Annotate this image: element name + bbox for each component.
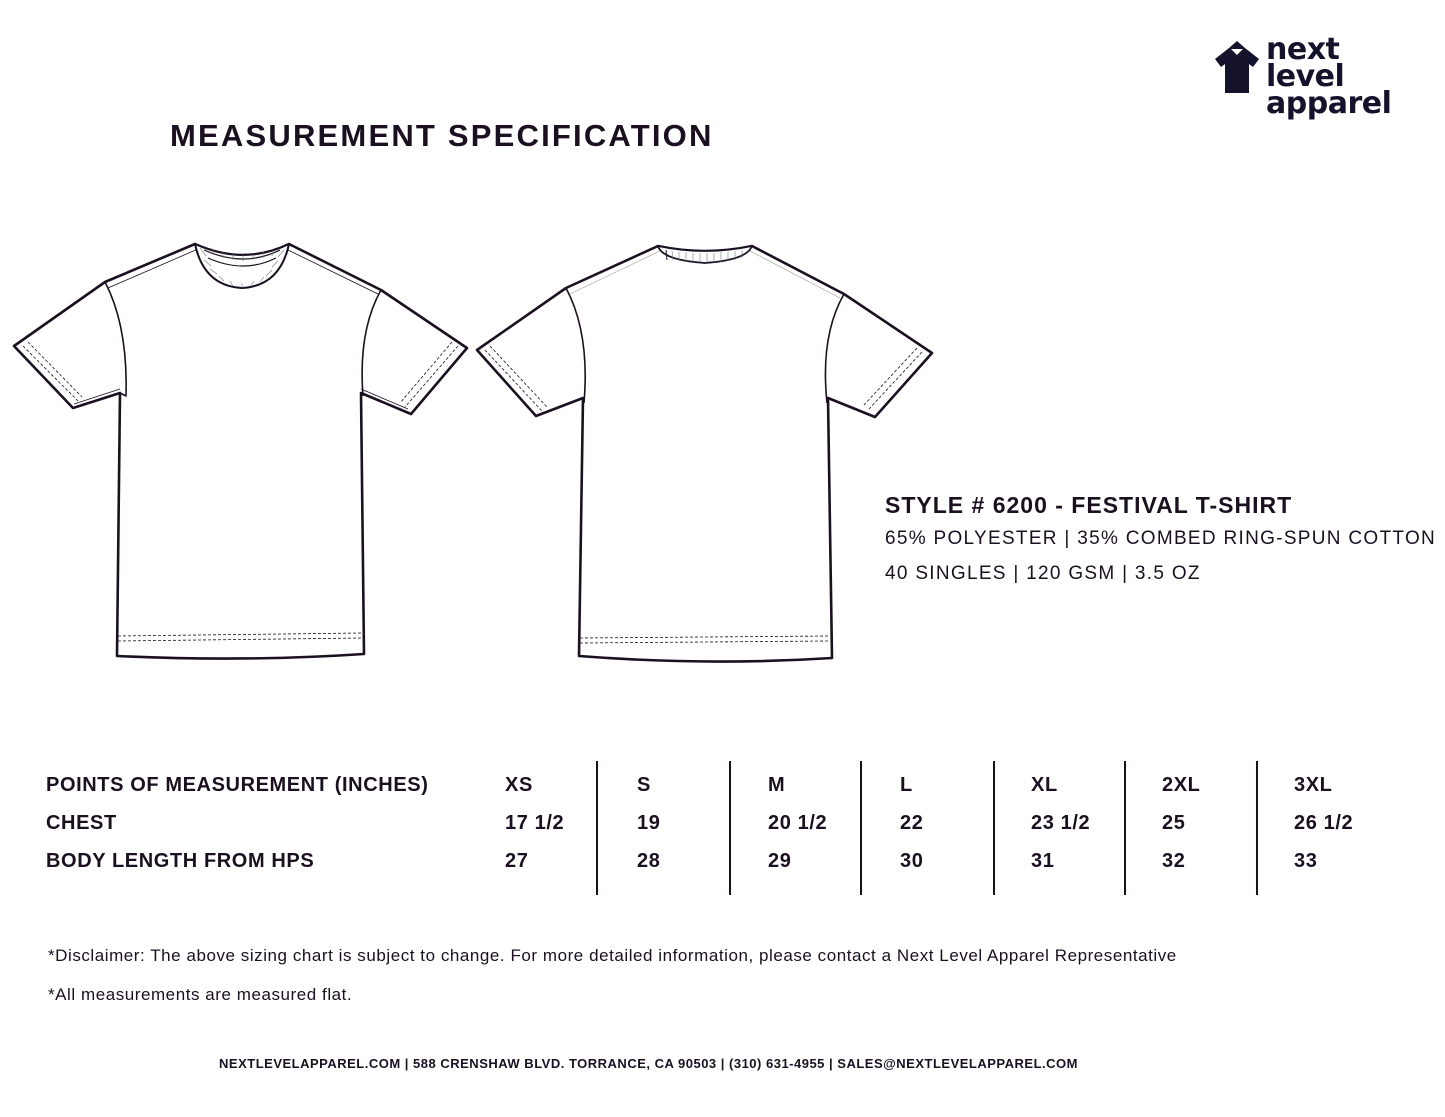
brand-wordmark bbox=[1266, 32, 1419, 121]
style-title: STYLE # 6200 - FESTIVAL T-SHIRT bbox=[885, 492, 1293, 518]
size-table bbox=[0, 760, 1445, 900]
tshirt-back-sketch bbox=[472, 238, 937, 668]
brand-line-2: apparel bbox=[1266, 86, 1392, 121]
size-header-2xl: 2XL bbox=[1162, 774, 1201, 796]
column-divider bbox=[1256, 761, 1258, 895]
row-label-body-length: BODY LENGTH FROM HPS bbox=[46, 850, 315, 872]
product-info bbox=[885, 490, 1436, 590]
chest-2xl: 25 bbox=[1162, 812, 1186, 834]
footer bbox=[0, 1056, 1445, 1071]
chest-3xl: 26 1/2 bbox=[1294, 812, 1354, 834]
chest-m: 20 1/2 bbox=[768, 812, 828, 834]
fabric-composition: 65% POLYESTER | 35% COMBED RING-SPUN COTTON bbox=[885, 528, 1437, 549]
length-xl: 31 bbox=[1031, 850, 1055, 872]
fabric-specs: 40 SINGLES | 120 GSM | 3.5 OZ bbox=[885, 563, 1201, 584]
size-header-xl: XL bbox=[1031, 774, 1058, 796]
column-divider bbox=[729, 761, 731, 895]
chest-s: 19 bbox=[637, 812, 661, 834]
column-divider bbox=[1124, 761, 1126, 895]
size-header-m: M bbox=[768, 774, 786, 796]
brand-logo bbox=[1214, 32, 1419, 121]
brand-line-1: next level bbox=[1266, 32, 1345, 94]
disclaimer-note: *Disclaimer: The above sizing chart is subject to change. For more detailed information, please contact a Next Level Apparel Representative bbox=[48, 946, 1177, 965]
table-header-label: POINTS OF MEASUREMENT (INCHES) bbox=[46, 774, 429, 796]
column-divider bbox=[860, 761, 862, 895]
chest-l: 22 bbox=[900, 812, 924, 834]
tshirt-front-sketch bbox=[8, 236, 473, 666]
row-label-chest: CHEST bbox=[46, 812, 117, 834]
size-header-l: L bbox=[900, 774, 913, 796]
page-title: MEASUREMENT SPECIFICATION bbox=[170, 118, 714, 153]
size-header-xs: XS bbox=[505, 774, 533, 796]
size-header-s: S bbox=[637, 774, 651, 796]
length-m: 29 bbox=[768, 850, 792, 872]
length-3xl: 33 bbox=[1294, 850, 1318, 872]
footer-contact: NEXTLEVELAPPAREL.COM | 588 CRENSHAW BLVD. TORRANCE, CA 90503 | (310) 631-4955 | SALES@NEXTLEVELAPPAREL.COM bbox=[219, 1056, 1078, 1071]
chest-xs: 17 1/2 bbox=[505, 812, 565, 834]
length-2xl: 32 bbox=[1162, 850, 1186, 872]
length-xs: 27 bbox=[505, 850, 529, 872]
column-divider bbox=[993, 761, 995, 895]
length-l: 30 bbox=[900, 850, 924, 872]
measured-flat-note: *All measurements are measured flat. bbox=[48, 985, 353, 1004]
length-s: 28 bbox=[637, 850, 661, 872]
tshirt-icon bbox=[1214, 40, 1260, 94]
chest-xl: 23 1/2 bbox=[1031, 812, 1091, 834]
column-divider bbox=[596, 761, 598, 895]
size-header-3xl: 3XL bbox=[1294, 774, 1333, 796]
